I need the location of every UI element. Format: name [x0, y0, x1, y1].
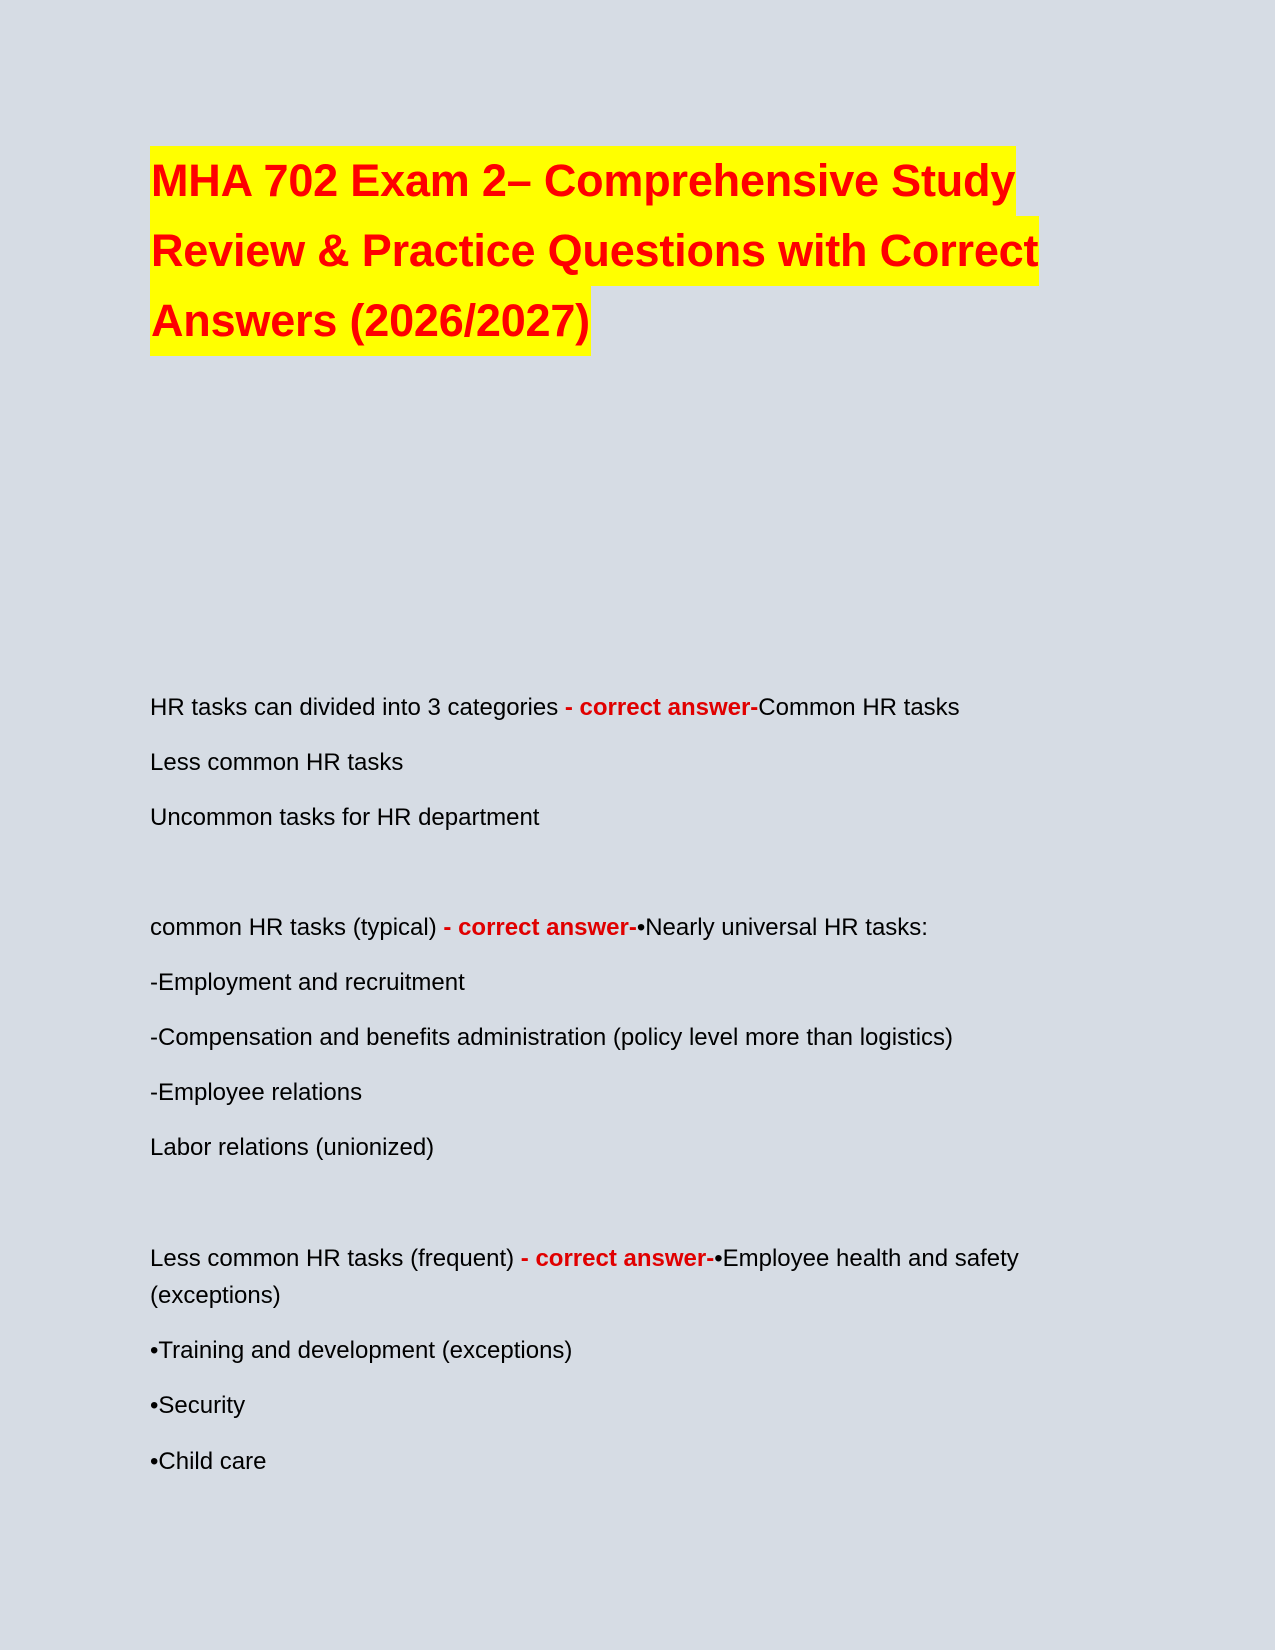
qa-3-answer-first: •Employee health and safety (exceptions) [150, 1245, 1019, 1309]
qa-2-answer-marker: - correct answer- [436, 914, 637, 941]
qa-2-answer-line-2: -Compensation and benefits administration (policy level more than logistics) [150, 1024, 954, 1051]
qa-1-answer-line-1: Less common HR tasks [150, 749, 404, 776]
qa-1-answer-line-2: Uncommon tasks for HR department [150, 804, 540, 831]
qa-2-question: common HR tasks (typical) [150, 914, 437, 941]
qa-3-question: Less common HR tasks (frequent) [150, 1245, 515, 1272]
qa-1-question: HR tasks can divided into 3 categories [150, 694, 559, 721]
qa-1-answer-first: Common HR tasks [758, 694, 960, 721]
qa-3-answer-line-2: •Security [150, 1392, 246, 1419]
qa-3-answer-marker: - correct answer- [514, 1245, 715, 1272]
qa-1-answer-marker: - correct answer- [558, 694, 759, 721]
qa-1-question-line [150, 689, 960, 726]
title-line-1: MHA 702 Exam 2– Comprehensive Study [150, 146, 1016, 216]
qa-2-answer-line-4: Labor relations (unionized) [150, 1134, 435, 1161]
qa-2-answer-first: •Nearly universal HR tasks: [636, 914, 928, 941]
qa-2-question-line [150, 909, 928, 946]
qa-3-answer-line-3: •Child care [150, 1448, 267, 1475]
qa-2-answer-line-1: -Employment and recruitment [150, 969, 465, 996]
qa-2-answer-line-3: -Employee relations [150, 1079, 363, 1106]
qa-3-answer-line-1: •Training and development (exceptions) [150, 1337, 573, 1364]
title-line-2: Review & Practice Questions with Correct [150, 216, 1039, 286]
title-line-3: Answers (2026/2027) [150, 286, 591, 356]
qa-3-question-line [150, 1240, 1130, 1314]
document-title [150, 146, 1100, 356]
